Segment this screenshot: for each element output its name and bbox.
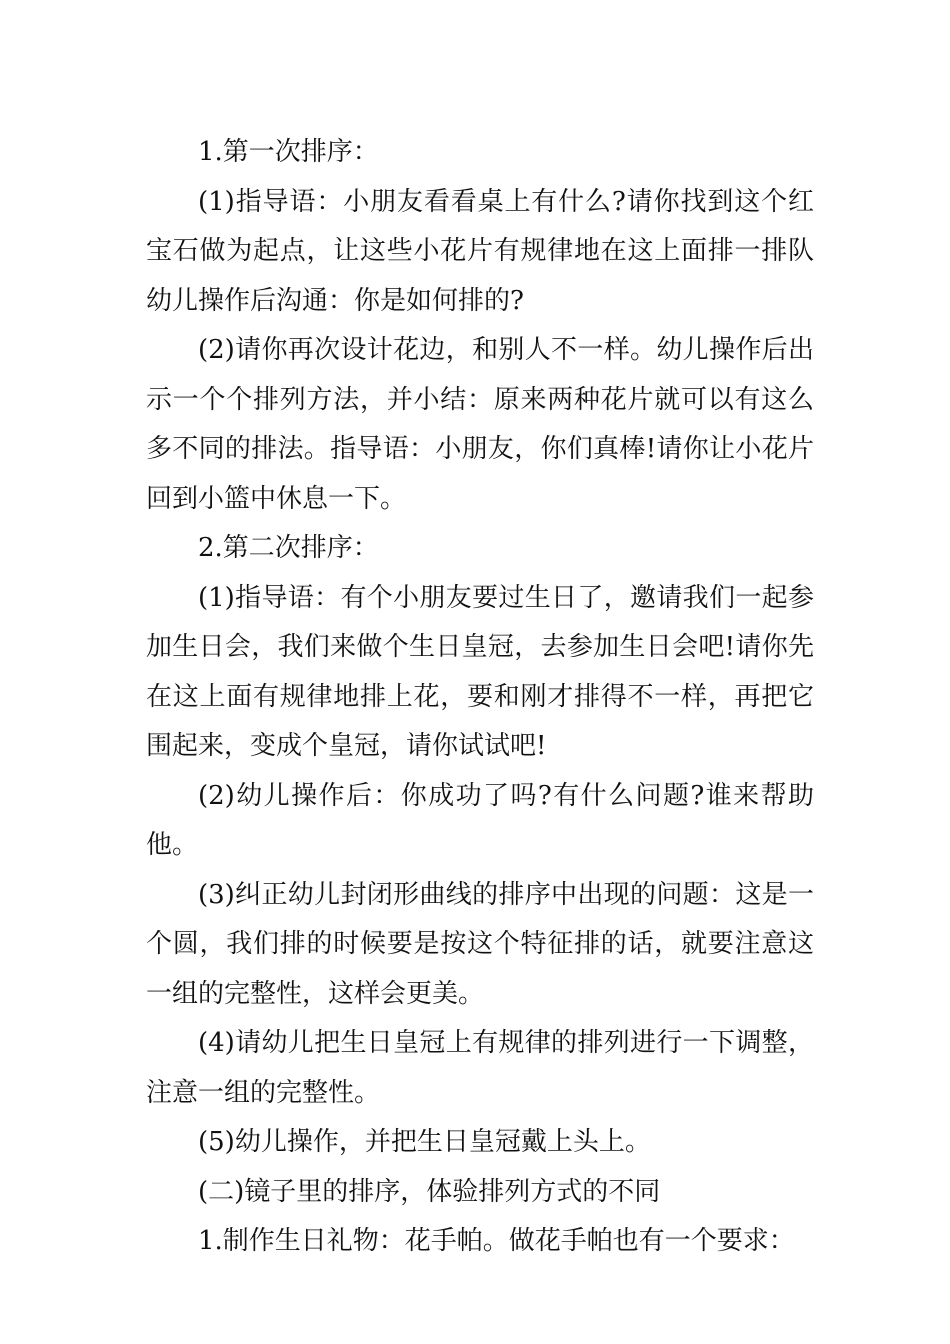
paragraph: (1)指导语：有个小朋友要过生日了，邀请我们一起参加生日会，我们来做个生日皇冠，去参加生日会吧!请你先在这上面有规律地排上花，要和刚才排得不一样，再把它围起来，变成个皇冠，请你试试吧! [146, 582, 814, 761]
section-heading: 2.第二次排序： [198, 533, 379, 563]
document-body [146, 128, 814, 1267]
paragraph: (1)指导语：小朋友看看桌上有什么?请你找到这个红宝石做为起点，让这些小花片有规律地在这上面排一排队幼儿操作后沟通：你是如何排的? [146, 186, 814, 316]
section-heading: (二)镜子里的排序，体验排列方式的不同 [198, 1176, 661, 1207]
paragraph: 1.制作生日礼物：花手帕。做花手帕也有一个要求： [198, 1226, 795, 1256]
paragraph: (5)幼儿操作，并把生日皇冠戴上头上。 [198, 1127, 651, 1157]
paragraph: (3)纠正幼儿封闭形曲线的排序中出现的问题：这是一个圆，我们排的时候要是按这个特征排的话，就要注意这一组的完整性，这样会更美。 [146, 879, 814, 1009]
paragraph: (2)请你再次设计花边，和别人不一样。幼儿操作后出示一个个排列方法，并小结：原来两种花片就可以有这么多不同的排法。指导语：小朋友，你们真棒!请你让小花片回到小篮中休息一下。 [146, 335, 814, 514]
paragraph: (2)幼儿操作后：你成功了吗?有什么问题?谁来帮助他。 [146, 780, 814, 860]
paragraph: (4)请幼儿把生日皇冠上有规律的排列进行一下调整，注意一组的完整性。 [146, 1028, 814, 1108]
section-heading: 1.第一次排序： [198, 137, 379, 167]
